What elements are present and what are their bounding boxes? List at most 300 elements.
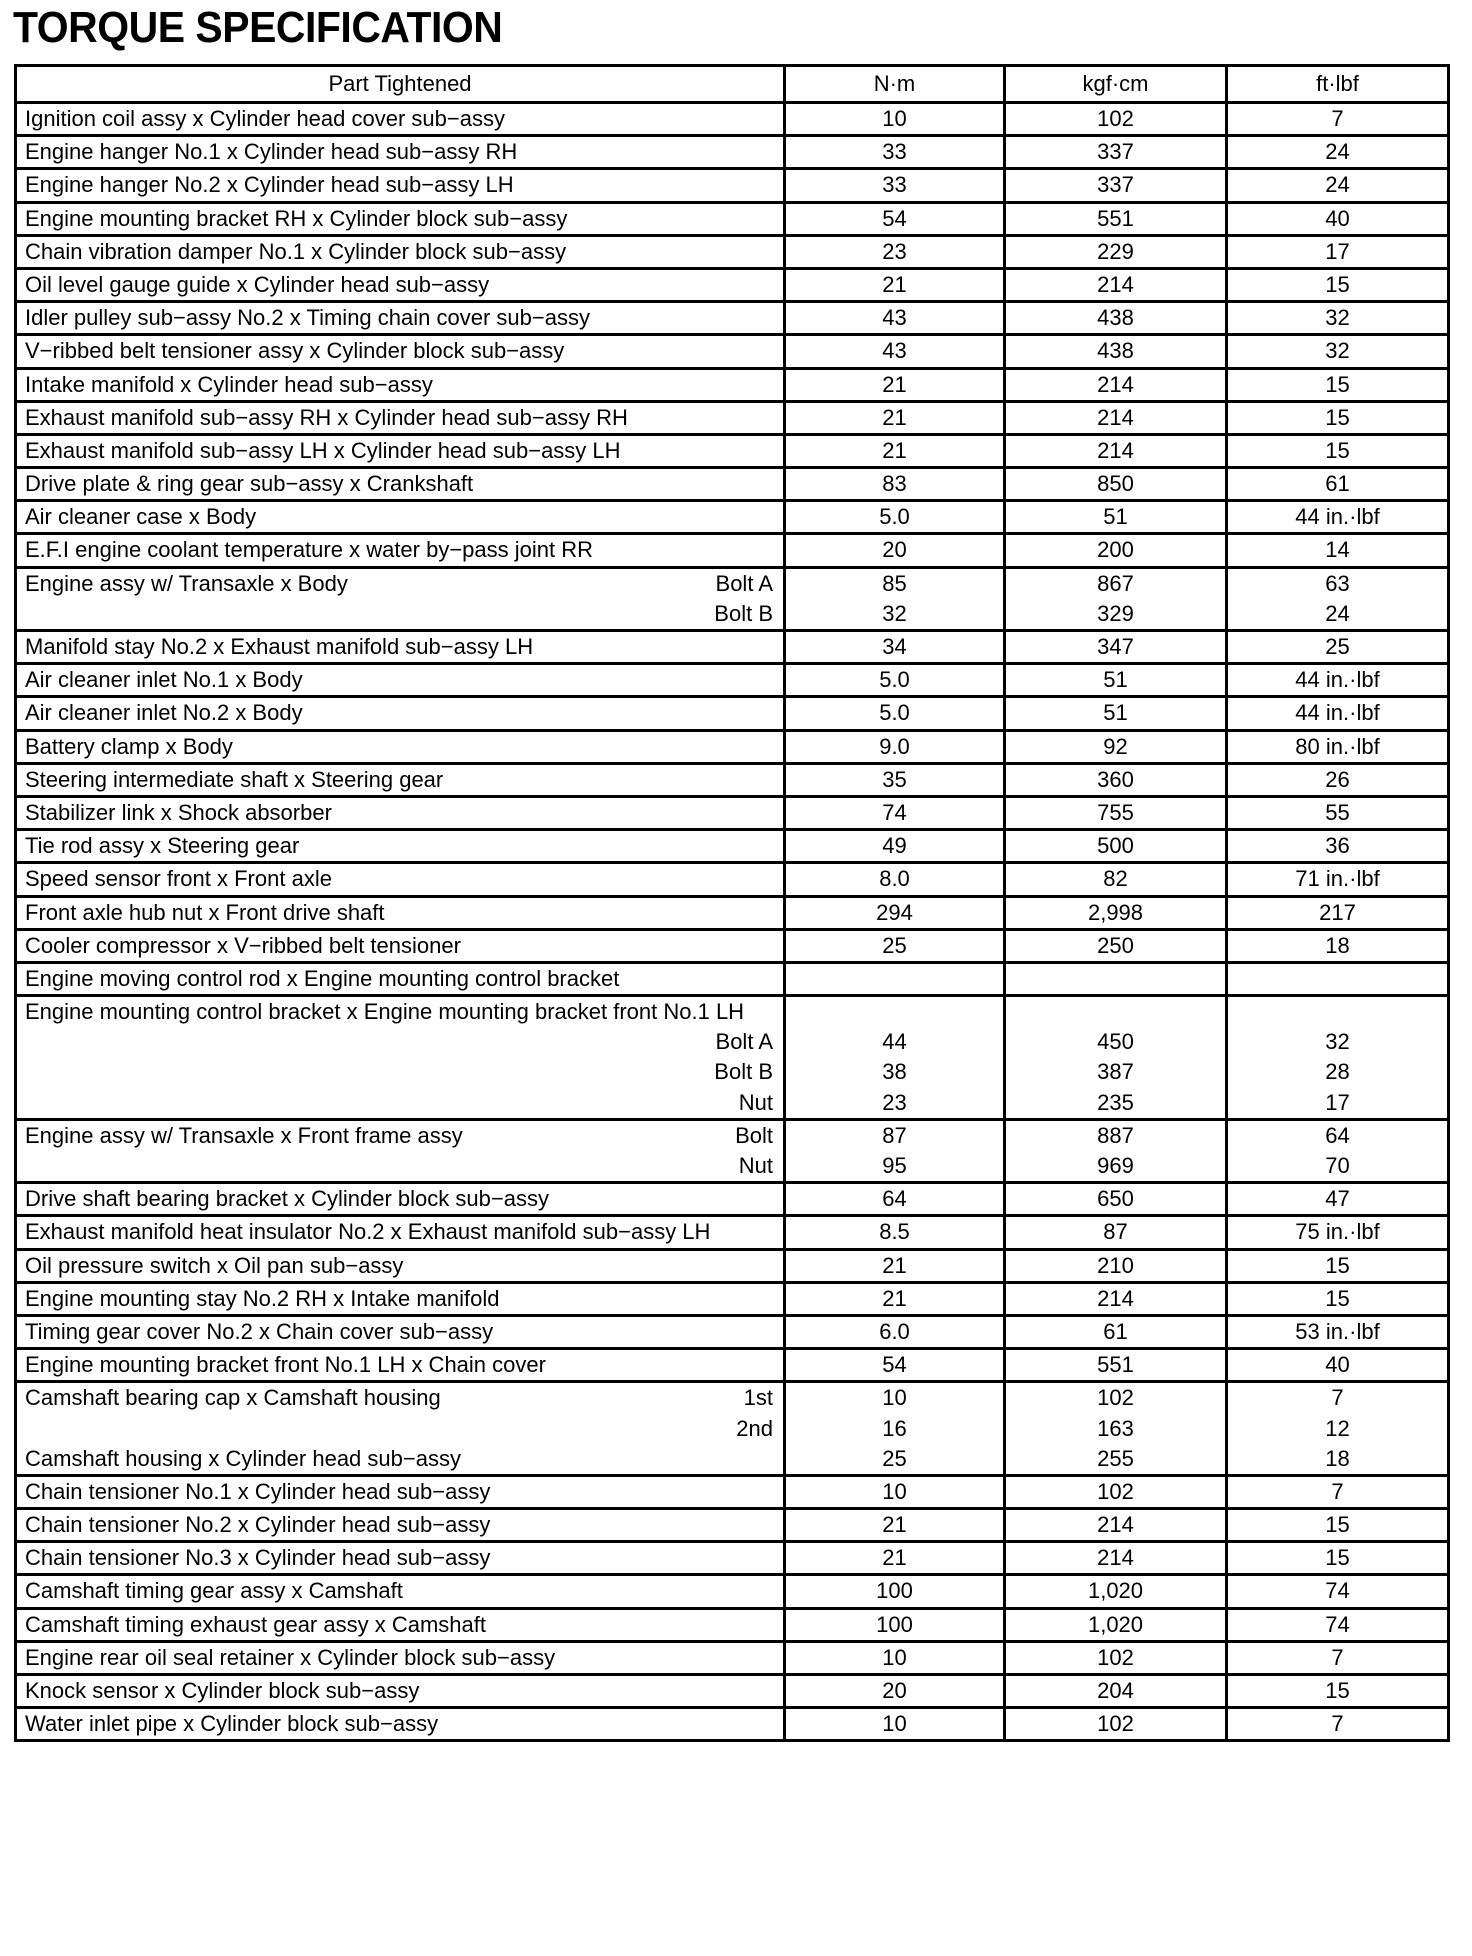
ft-lbf-value: 74 bbox=[1325, 1578, 1350, 1604]
nm-value: 34 bbox=[882, 634, 907, 659]
part-line bbox=[17, 1576, 783, 1606]
nm-value: 23 bbox=[882, 1089, 907, 1115]
ft-lbf-value: 15 bbox=[1325, 1512, 1350, 1538]
kgf-cm-value: 235 bbox=[1097, 1089, 1134, 1115]
ft-lbf-value: 7 bbox=[1331, 1385, 1344, 1411]
ft-lbf-value bbox=[1228, 964, 1447, 994]
part-line bbox=[17, 1543, 783, 1573]
table-row bbox=[16, 1608, 1449, 1641]
ft-lbf-cell bbox=[1227, 664, 1449, 697]
part-name: Cooler compressor x V−ribbed belt tensioner bbox=[25, 932, 461, 958]
ft-lbf-cell bbox=[1227, 896, 1449, 929]
kgf-cm-cell bbox=[1005, 1183, 1227, 1216]
part-line bbox=[17, 104, 783, 134]
nm-value: 21 bbox=[882, 1252, 907, 1278]
kgf-cm-cell bbox=[1005, 1641, 1227, 1674]
table-row bbox=[16, 1249, 1449, 1282]
kgf-cm-value: 337 bbox=[1097, 139, 1134, 165]
part-tightened-cell bbox=[16, 1542, 785, 1575]
ft-lbf-cell bbox=[1227, 501, 1449, 534]
ft-lbf-cell bbox=[1227, 1509, 1449, 1542]
nm-value: 87 bbox=[882, 1122, 907, 1148]
table-row bbox=[16, 1708, 1449, 1741]
fastener-label: Nut bbox=[738, 1153, 773, 1178]
ft-lbf-value: 53 in.·lbf bbox=[1295, 1318, 1380, 1344]
nm-cell bbox=[785, 996, 1005, 1120]
kgf-cm-value: 51 bbox=[1103, 700, 1128, 726]
part-line bbox=[17, 765, 783, 795]
table-header bbox=[16, 66, 1449, 103]
part-tightened-cell bbox=[16, 1675, 785, 1708]
kgf-cm-cell bbox=[1005, 1542, 1227, 1575]
kgf-cm-value: 200 bbox=[1097, 537, 1134, 563]
nm-cell bbox=[785, 1216, 1005, 1249]
part-line bbox=[17, 1317, 783, 1347]
ft-lbf-cell bbox=[1227, 136, 1449, 169]
nm-value: 5.0 bbox=[879, 667, 910, 693]
part-line bbox=[17, 1610, 783, 1640]
fastener-label: 1st bbox=[743, 1385, 773, 1411]
kgf-cm-cell bbox=[1005, 1249, 1227, 1282]
part-line bbox=[17, 1284, 783, 1314]
part-line bbox=[17, 632, 783, 662]
part-tightened-cell bbox=[16, 697, 785, 730]
kgf-cm-cell bbox=[1005, 1315, 1227, 1348]
ft-lbf-cell bbox=[1227, 302, 1449, 335]
part-line bbox=[17, 436, 783, 466]
part-tightened-cell bbox=[16, 302, 785, 335]
kgf-cm-value: 551 bbox=[1097, 205, 1134, 231]
kgf-cm-cell bbox=[1005, 1608, 1227, 1641]
ft-lbf-value: 25 bbox=[1325, 634, 1350, 659]
nm-value: 9.0 bbox=[879, 733, 910, 759]
ft-lbf-value: 70 bbox=[1325, 1153, 1350, 1178]
nm-value: 10 bbox=[882, 1711, 907, 1737]
nm-value: 23 bbox=[882, 238, 907, 264]
nm-value: 54 bbox=[882, 1352, 907, 1378]
part-name: Front axle hub nut x Front drive shaft bbox=[25, 899, 385, 925]
part-name: E.F.I engine coolant temperature x water by−pass joint RR bbox=[25, 537, 594, 563]
ft-lbf-value: 64 bbox=[1325, 1122, 1350, 1148]
kgf-cm-cell bbox=[1005, 730, 1227, 763]
nm-value: 43 bbox=[882, 338, 907, 364]
part-line bbox=[17, 1676, 783, 1706]
part-line bbox=[17, 964, 783, 994]
table-row bbox=[16, 434, 1449, 467]
kgf-cm-cell bbox=[1005, 1509, 1227, 1542]
kgf-cm-value: 102 bbox=[1097, 1644, 1134, 1670]
ft-lbf-cell bbox=[1227, 335, 1449, 368]
nm-value: 20 bbox=[882, 1678, 907, 1703]
kgf-cm-value: 51 bbox=[1103, 667, 1128, 693]
nm-value: 74 bbox=[882, 799, 907, 825]
part-name: Air cleaner inlet No.1 x Body bbox=[25, 667, 303, 693]
ft-lbf-value: 40 bbox=[1325, 205, 1350, 231]
nm-value: 95 bbox=[882, 1153, 907, 1178]
nm-cell bbox=[785, 434, 1005, 467]
nm-cell bbox=[785, 169, 1005, 202]
part-name: Steering intermediate shaft x Steering gear bbox=[25, 766, 444, 792]
header-ft-lbf: ft·lbf bbox=[1227, 66, 1449, 103]
table-row bbox=[16, 1509, 1449, 1542]
part-tightened-cell bbox=[16, 202, 785, 235]
table-row bbox=[16, 1542, 1449, 1575]
nm-value: 8.0 bbox=[879, 866, 910, 892]
kgf-cm-value: 347 bbox=[1097, 634, 1134, 659]
part-name: Camshaft bearing cap x Camshaft housing bbox=[25, 1385, 441, 1411]
part-tightened-cell bbox=[16, 169, 785, 202]
part-tightened-cell bbox=[16, 268, 785, 301]
part-name: Intake manifold x Cylinder head sub−assy bbox=[25, 371, 433, 397]
table-row bbox=[16, 1641, 1449, 1674]
table-row bbox=[16, 697, 1449, 730]
part-line bbox=[17, 170, 783, 200]
nm-value: 49 bbox=[882, 833, 907, 859]
kgf-cm-cell bbox=[1005, 335, 1227, 368]
part-line bbox=[17, 469, 783, 499]
part-name: Exhaust manifold sub−assy RH x Cylinder head sub−assy RH bbox=[25, 404, 628, 430]
table-row bbox=[16, 631, 1449, 664]
part-tightened-cell bbox=[16, 1249, 785, 1282]
ft-lbf-cell bbox=[1227, 268, 1449, 301]
kgf-cm-value: 1,020 bbox=[1087, 1578, 1144, 1604]
part-name: Engine moving control rod x Engine mounting control bracket bbox=[25, 965, 620, 991]
part-name: Exhaust manifold sub−assy LH x Cylinder head sub−assy LH bbox=[25, 437, 621, 463]
part-line bbox=[17, 698, 783, 728]
part-line bbox=[17, 798, 783, 828]
part-name: V−ribbed belt tensioner assy x Cylinder block sub−assy bbox=[25, 338, 565, 364]
part-line bbox=[17, 370, 783, 400]
ft-lbf-value: 75 in.·lbf bbox=[1295, 1219, 1380, 1245]
ft-lbf-cell bbox=[1227, 169, 1449, 202]
ft-lbf-cell bbox=[1227, 996, 1449, 1120]
part-tightened-cell bbox=[16, 501, 785, 534]
nm-cell bbox=[785, 1575, 1005, 1608]
table-row bbox=[16, 1119, 1449, 1182]
part-name: Manifold stay No.2 x Exhaust manifold sub−assy LH bbox=[25, 634, 534, 659]
ft-lbf-cell bbox=[1227, 1349, 1449, 1382]
kgf-cm-value: 214 bbox=[1097, 371, 1134, 397]
part-name: Chain tensioner No.1 x Cylinder head sub−assy bbox=[25, 1478, 491, 1504]
part-tightened-cell bbox=[16, 1641, 785, 1674]
nm-value bbox=[786, 964, 1003, 994]
part-tightened-cell bbox=[16, 962, 785, 995]
table-row bbox=[16, 368, 1449, 401]
kgf-cm-cell bbox=[1005, 103, 1227, 136]
table-row bbox=[16, 1675, 1449, 1708]
ft-lbf-value: 24 bbox=[1325, 172, 1350, 198]
nm-cell bbox=[785, 1475, 1005, 1508]
nm-cell bbox=[785, 501, 1005, 534]
part-line bbox=[17, 204, 783, 234]
nm-value: 25 bbox=[882, 1445, 907, 1471]
nm-value bbox=[786, 997, 1003, 1027]
header-part-tightened: Part Tightened bbox=[16, 66, 785, 103]
kgf-cm-value: 755 bbox=[1097, 799, 1134, 825]
nm-cell bbox=[785, 863, 1005, 896]
part-tightened-cell bbox=[16, 863, 785, 896]
kgf-cm-value: 387 bbox=[1097, 1059, 1134, 1085]
fastener-label: Bolt bbox=[735, 1122, 773, 1148]
kgf-cm-cell bbox=[1005, 1282, 1227, 1315]
header-row bbox=[16, 66, 1449, 103]
table-row bbox=[16, 1315, 1449, 1348]
nm-value: 32 bbox=[882, 600, 907, 626]
part-name: Engine mounting control bracket x Engine mounting bracket front No.1 LH bbox=[25, 999, 745, 1025]
kgf-cm-value: 214 bbox=[1097, 1285, 1134, 1311]
ft-lbf-cell bbox=[1227, 962, 1449, 995]
nm-value: 21 bbox=[882, 371, 907, 397]
nm-cell bbox=[785, 830, 1005, 863]
part-tightened-cell bbox=[16, 763, 785, 796]
table-row bbox=[16, 996, 1449, 1120]
table-row bbox=[16, 401, 1449, 434]
part-line bbox=[17, 1027, 783, 1057]
torque-spec-table bbox=[14, 64, 1450, 1742]
part-name: Oil level gauge guide x Cylinder head sub−assy bbox=[25, 271, 490, 297]
ft-lbf-cell bbox=[1227, 1315, 1449, 1348]
nm-value: 5.0 bbox=[879, 504, 910, 530]
nm-value: 21 bbox=[882, 437, 907, 463]
part-line bbox=[17, 1251, 783, 1281]
nm-cell bbox=[785, 567, 1005, 630]
part-tightened-cell bbox=[16, 830, 785, 863]
part-name: Engine mounting stay No.2 RH x Intake manifold bbox=[25, 1285, 500, 1311]
ft-lbf-value: 15 bbox=[1325, 404, 1350, 430]
table-row bbox=[16, 335, 1449, 368]
table-row bbox=[16, 1183, 1449, 1216]
kgf-cm-value: 61 bbox=[1103, 1318, 1128, 1344]
kgf-cm-cell bbox=[1005, 501, 1227, 534]
part-name: Ignition coil assy x Cylinder head cover sub−assy bbox=[25, 106, 505, 131]
part-name: Engine rear oil seal retainer x Cylinder block sub−assy bbox=[25, 1644, 556, 1670]
nm-value: 10 bbox=[882, 106, 907, 131]
kgf-cm-value: 337 bbox=[1097, 172, 1134, 198]
kgf-cm-cell bbox=[1005, 136, 1227, 169]
ft-lbf-cell bbox=[1227, 929, 1449, 962]
table-row bbox=[16, 1475, 1449, 1508]
nm-cell bbox=[785, 268, 1005, 301]
kgf-cm-value: 1,020 bbox=[1087, 1611, 1144, 1637]
part-line bbox=[17, 1121, 783, 1151]
kgf-cm-value: 214 bbox=[1097, 271, 1134, 297]
part-name: Engine mounting bracket RH x Cylinder block sub−assy bbox=[25, 205, 568, 231]
table-row bbox=[16, 235, 1449, 268]
part-name: Exhaust manifold heat insulator No.2 x Exhaust manifold sub−assy LH bbox=[25, 1219, 711, 1245]
part-line bbox=[17, 1151, 783, 1181]
table-row bbox=[16, 730, 1449, 763]
ft-lbf-cell bbox=[1227, 1641, 1449, 1674]
part-name: Engine hanger No.2 x Cylinder head sub−assy LH bbox=[25, 172, 514, 198]
part-name: Drive shaft bearing bracket x Cylinder block sub−assy bbox=[25, 1186, 549, 1212]
nm-value: 6.0 bbox=[879, 1318, 910, 1344]
ft-lbf-value: 32 bbox=[1325, 1029, 1350, 1055]
part-name: Timing gear cover No.2 x Chain cover sub−assy bbox=[25, 1318, 494, 1344]
part-tightened-cell bbox=[16, 1282, 785, 1315]
part-tightened-cell bbox=[16, 896, 785, 929]
table-row bbox=[16, 202, 1449, 235]
part-line bbox=[17, 1350, 783, 1380]
kgf-cm-cell bbox=[1005, 1216, 1227, 1249]
kgf-cm-cell bbox=[1005, 1708, 1227, 1741]
table-row bbox=[16, 863, 1449, 896]
kgf-cm-value: 255 bbox=[1097, 1445, 1134, 1471]
part-line bbox=[17, 1477, 783, 1507]
kgf-cm-cell bbox=[1005, 1349, 1227, 1382]
header-nm: N·m bbox=[785, 66, 1005, 103]
table-row bbox=[16, 1349, 1449, 1382]
kgf-cm-cell bbox=[1005, 796, 1227, 829]
table-row bbox=[16, 796, 1449, 829]
part-line bbox=[17, 336, 783, 366]
ft-lbf-value: 26 bbox=[1325, 766, 1350, 792]
part-name: Engine assy w/ Transaxle x Body bbox=[25, 570, 348, 596]
kgf-cm-cell bbox=[1005, 401, 1227, 434]
page-title: TORQUE SPECIFICATION bbox=[13, 3, 503, 52]
ft-lbf-value: 7 bbox=[1331, 1478, 1344, 1504]
nm-cell bbox=[785, 1675, 1005, 1708]
kgf-cm-cell bbox=[1005, 567, 1227, 630]
part-name: Water inlet pipe x Cylinder block sub−assy bbox=[25, 1711, 439, 1737]
nm-cell bbox=[785, 103, 1005, 136]
nm-value: 83 bbox=[882, 471, 907, 497]
part-line bbox=[17, 931, 783, 961]
kgf-cm-value: 102 bbox=[1097, 1385, 1134, 1411]
fastener-label: Bolt A bbox=[715, 1029, 773, 1055]
part-tightened-cell bbox=[16, 567, 785, 630]
ft-lbf-value: 15 bbox=[1325, 1545, 1350, 1571]
nm-value: 35 bbox=[882, 766, 907, 792]
kgf-cm-value: 2,998 bbox=[1087, 899, 1144, 925]
part-tightened-cell bbox=[16, 434, 785, 467]
part-tightened-cell bbox=[16, 1315, 785, 1348]
nm-value: 64 bbox=[882, 1186, 907, 1212]
part-tightened-cell bbox=[16, 1216, 785, 1249]
nm-cell bbox=[785, 664, 1005, 697]
ft-lbf-value: 15 bbox=[1325, 437, 1350, 463]
part-name: Oil pressure switch x Oil pan sub−assy bbox=[25, 1252, 404, 1278]
part-tightened-cell bbox=[16, 1183, 785, 1216]
table-row bbox=[16, 896, 1449, 929]
ft-lbf-cell bbox=[1227, 235, 1449, 268]
part-tightened-cell bbox=[16, 796, 785, 829]
part-line bbox=[17, 1444, 783, 1474]
part-line bbox=[17, 569, 783, 599]
ft-lbf-cell bbox=[1227, 697, 1449, 730]
part-line bbox=[17, 303, 783, 333]
nm-cell bbox=[785, 1509, 1005, 1542]
ft-lbf-cell bbox=[1227, 1708, 1449, 1741]
ft-lbf-cell bbox=[1227, 730, 1449, 763]
ft-lbf-cell bbox=[1227, 434, 1449, 467]
nm-cell bbox=[785, 631, 1005, 664]
kgf-cm-cell bbox=[1005, 468, 1227, 501]
kgf-cm-value: 551 bbox=[1097, 1352, 1134, 1378]
kgf-cm-value: 214 bbox=[1097, 1545, 1134, 1571]
ft-lbf-value: 7 bbox=[1331, 1711, 1344, 1737]
part-name: Drive plate & ring gear sub−assy x Crankshaft bbox=[25, 471, 474, 497]
ft-lbf-value: 40 bbox=[1325, 1352, 1350, 1378]
part-tightened-cell bbox=[16, 996, 785, 1120]
part-line bbox=[17, 1088, 783, 1118]
kgf-cm-cell bbox=[1005, 664, 1227, 697]
ft-lbf-value: 15 bbox=[1325, 1252, 1350, 1278]
part-tightened-cell bbox=[16, 1349, 785, 1382]
kgf-cm-value: 360 bbox=[1097, 766, 1134, 792]
kgf-cm-cell bbox=[1005, 1575, 1227, 1608]
nm-value: 21 bbox=[882, 271, 907, 297]
nm-cell bbox=[785, 1349, 1005, 1382]
ft-lbf-value: 15 bbox=[1325, 271, 1350, 297]
kgf-cm-value: 969 bbox=[1097, 1153, 1134, 1178]
table-row bbox=[16, 534, 1449, 567]
ft-lbf-value: 36 bbox=[1325, 833, 1350, 859]
part-line bbox=[17, 1057, 783, 1087]
part-line bbox=[17, 1709, 783, 1739]
nm-value: 294 bbox=[876, 899, 913, 925]
kgf-cm-cell bbox=[1005, 962, 1227, 995]
kgf-cm-cell bbox=[1005, 1382, 1227, 1476]
nm-cell bbox=[785, 202, 1005, 235]
kgf-cm-value: 102 bbox=[1097, 106, 1134, 131]
part-tightened-cell bbox=[16, 335, 785, 368]
ft-lbf-cell bbox=[1227, 1216, 1449, 1249]
part-tightened-cell bbox=[16, 664, 785, 697]
ft-lbf-value: 12 bbox=[1325, 1415, 1350, 1441]
table-row bbox=[16, 1575, 1449, 1608]
nm-value: 21 bbox=[882, 1512, 907, 1538]
table-row bbox=[16, 962, 1449, 995]
nm-cell bbox=[785, 796, 1005, 829]
part-name: Camshaft timing gear assy x Camshaft bbox=[25, 1578, 403, 1604]
nm-cell bbox=[785, 468, 1005, 501]
nm-cell bbox=[785, 1542, 1005, 1575]
ft-lbf-cell bbox=[1227, 368, 1449, 401]
nm-cell bbox=[785, 896, 1005, 929]
part-line bbox=[17, 1184, 783, 1214]
kgf-cm-cell bbox=[1005, 697, 1227, 730]
nm-value: 16 bbox=[882, 1415, 907, 1441]
kgf-cm-value: 87 bbox=[1103, 1219, 1128, 1245]
kgf-cm-cell bbox=[1005, 1475, 1227, 1508]
nm-value: 10 bbox=[882, 1644, 907, 1670]
kgf-cm-cell bbox=[1005, 830, 1227, 863]
part-tightened-cell bbox=[16, 1382, 785, 1476]
nm-cell bbox=[785, 1608, 1005, 1641]
ft-lbf-cell bbox=[1227, 468, 1449, 501]
kgf-cm-value: 102 bbox=[1097, 1711, 1134, 1737]
nm-cell bbox=[785, 136, 1005, 169]
part-tightened-cell bbox=[16, 1475, 785, 1508]
ft-lbf-value: 44 in.·lbf bbox=[1295, 504, 1380, 530]
kgf-cm-value: 51 bbox=[1103, 504, 1128, 530]
ft-lbf-value: 32 bbox=[1325, 305, 1350, 331]
kgf-cm-cell bbox=[1005, 268, 1227, 301]
table-row bbox=[16, 929, 1449, 962]
kgf-cm-value bbox=[1006, 964, 1225, 994]
part-name: Battery clamp x Body bbox=[25, 733, 233, 759]
table-row bbox=[16, 169, 1449, 202]
nm-value: 21 bbox=[882, 404, 907, 430]
part-name: Idler pulley sub−assy No.2 x Timing chain cover sub−assy bbox=[25, 305, 590, 331]
nm-cell bbox=[785, 534, 1005, 567]
ft-lbf-cell bbox=[1227, 1119, 1449, 1182]
table-row bbox=[16, 302, 1449, 335]
ft-lbf-value bbox=[1228, 997, 1447, 1027]
part-line bbox=[17, 1510, 783, 1540]
nm-value: 85 bbox=[882, 570, 907, 596]
part-tightened-cell bbox=[16, 730, 785, 763]
